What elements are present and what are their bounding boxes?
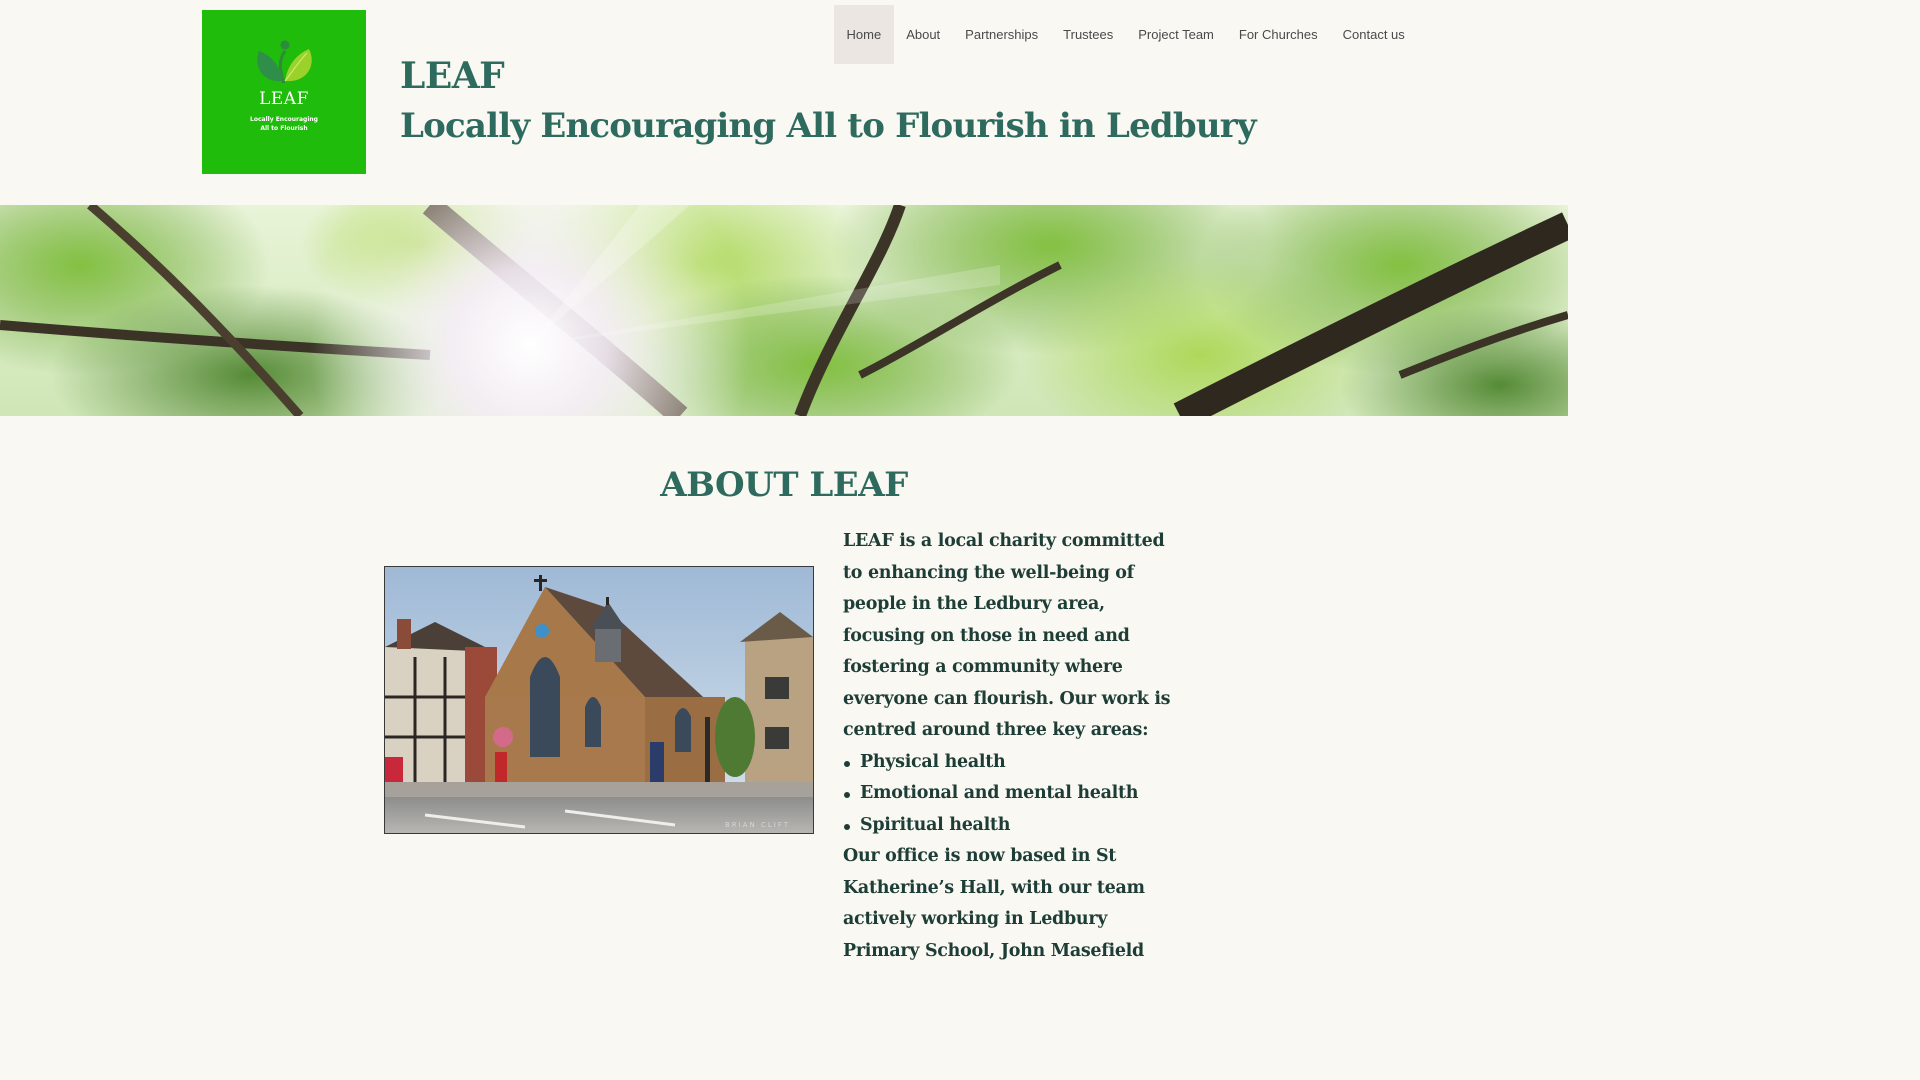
nav-item-partnerships[interactable]: Partnerships <box>965 27 1039 42</box>
logo-tagline: Locally Encouraging All to Flourish <box>250 116 318 132</box>
church-photo-image <box>385 567 813 833</box>
site-title: LEAF <box>400 55 505 97</box>
main-nav <box>834 5 1417 64</box>
nav-item-trustees[interactable]: Trustees <box>1063 27 1114 42</box>
nav-item-contact-us[interactable]: Contact us <box>1342 27 1405 42</box>
site-logo[interactable] <box>202 10 366 174</box>
svg-text:BRIAN CLIFT: BRIAN CLIFT <box>725 821 791 829</box>
about-intro: LEAF is a local charity committed to enhancing the well-being of people in the Ledbury area, focusing on those in need and fostering a community where everyone can flourish. Our work is centred around three key areas: <box>843 531 1171 740</box>
about-office: Our office is now based in St Katherine’s Hall, with our team actively working in Ledbury Primary School, John Masefield <box>843 846 1145 961</box>
hero-banner <box>0 205 1568 416</box>
leaf-sprout-icon <box>249 37 319 87</box>
nav-item-about[interactable]: About <box>906 27 941 42</box>
list-item: Physical health <box>843 747 1188 779</box>
nav-item-home[interactable]: Home <box>834 5 894 64</box>
about-heading: ABOUT LEAF <box>660 465 908 505</box>
list-item: Emotional and mental health <box>843 778 1188 810</box>
site-subtitle: Locally Encouraging All to Flourish in Ledbury <box>400 106 1256 146</box>
list-item: Spiritual health <box>843 810 1188 842</box>
tree-canopy-image <box>0 205 1568 416</box>
about-body <box>843 526 1188 967</box>
church-photo <box>384 566 814 834</box>
logo-wordmark: LEAF <box>259 89 309 109</box>
nav-item-project-team[interactable]: Project Team <box>1138 27 1214 42</box>
nav-item-for-churches[interactable]: For Churches <box>1238 27 1318 42</box>
focus-areas-list <box>843 747 1188 842</box>
